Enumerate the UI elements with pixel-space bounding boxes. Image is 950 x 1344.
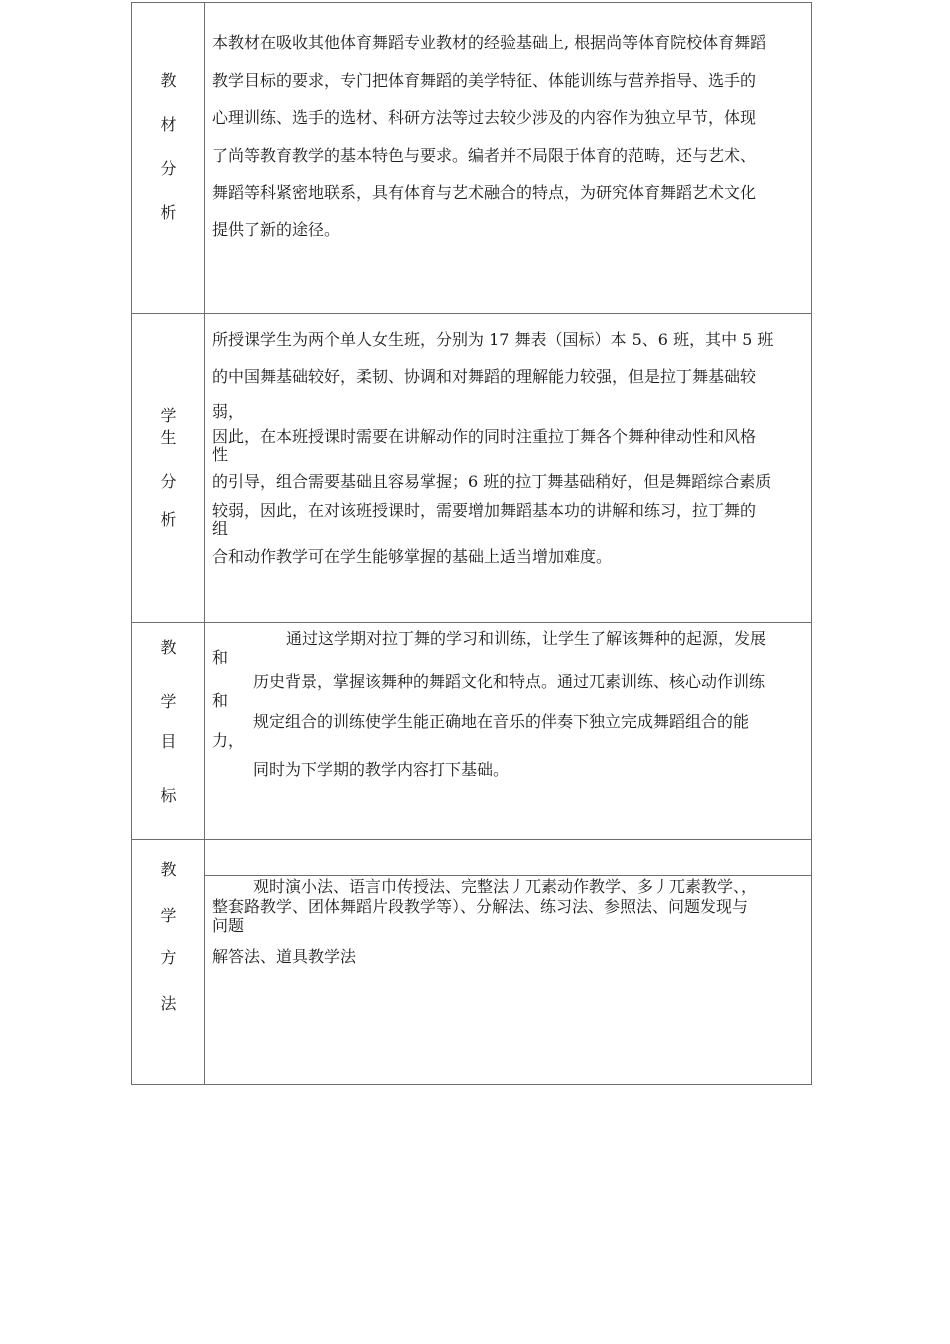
content-line: 规定组合的训练使学生能正确地在音乐的伴奏下独立完成舞蹈组合的能 [253, 712, 750, 731]
content-line: 因此，在本班授课时需要在讲解动作的同时注重拉丁舞各个舞种律动性和风格 [212, 427, 757, 446]
textbook-analysis-label [132, 3, 205, 313]
content-line: 的引导，组合需要基础且容易掌握；6 班的拉丁舞基础稍好，但是舞蹈综合素质 [212, 472, 772, 491]
content-line: 观时演小法、语言巾传授法、完整法丿兀素动作教学、多丿兀素教学、， [253, 877, 758, 896]
label-char: 生 [160, 428, 177, 447]
content-line: 弱， [212, 402, 245, 421]
teaching-goals-label [132, 623, 205, 839]
content-line: 解答法、道具教学法 [212, 947, 357, 966]
label-char: 教 [160, 71, 177, 90]
label-char: 目 [160, 732, 177, 751]
content-line: 力， [212, 731, 245, 750]
content-line: 了尚等教育教学的基本特色与要求。编者并不局限于体育的范畴，还与艺术、 [212, 146, 757, 165]
label-char: 分 [160, 159, 177, 178]
content-line: 提供了新的途径。 [212, 220, 341, 239]
content-line: 合和动作教学可在学生能够掌握的基础上适当增加难度。 [212, 547, 613, 566]
label-char: 法 [160, 994, 177, 1013]
content-line: 所授课学生为两个单人女生班，分别为 17 舞表（国标）本 5、6 班，其中 5 班 [212, 330, 774, 349]
content-line: 整套路教学、团体舞蹈片段教学等）、分解法、练习法、参照法、问题发现与 [212, 897, 749, 916]
content-line: 同时为下学期的教学内容打下基础。 [253, 760, 510, 779]
label-char: 分 [160, 472, 177, 491]
label-char: 学 [160, 906, 177, 925]
label-char: 学 [160, 406, 177, 425]
content-line: 心理训练、选手的选材、科研方法等过去较少涉及的内容作为独立早节，体现 [212, 108, 757, 127]
content-line: 通过这学期对拉丁舞的学习和训练，让学生了解该舞种的起源，发展 [286, 629, 767, 648]
content-line: 历史背景，掌握该舞种的舞蹈文化和特点。通过兀素训练、核心动作训练 [253, 672, 766, 691]
content-line: 问题 [212, 916, 245, 935]
student-analysis-content [212, 314, 805, 622]
label-char: 教 [160, 860, 177, 879]
content-line: 较弱，因此，在对该班授课时，需要增加舞蹈基本功的讲解和练习，拉丁舞的 [212, 501, 757, 520]
textbook-analysis-content [212, 3, 805, 313]
content-line: 的中国舞基础较好，柔韧、协调和对舞蹈的理解能力较强，但是拉丁舞基础较 [212, 367, 757, 386]
label-char: 学 [160, 692, 177, 711]
teaching-methods-row [132, 840, 811, 1084]
label-char: 析 [160, 510, 177, 529]
content-line: 教学目标的要求，专门把体育舞蹈的美学特征、体能训练与营养指导、选手的 [212, 71, 757, 90]
teaching-goals-content [212, 623, 805, 839]
student-analysis-label [132, 314, 205, 622]
content-line: 和 [212, 648, 229, 667]
label-char: 方 [160, 948, 177, 967]
lesson-plan-table [131, 2, 812, 1085]
content-line: 舞蹈等科紧密地联系，具有体育与艺术融合的特点，为研究体育舞蹈艺术文化 [212, 183, 757, 202]
teaching-methods-label [132, 840, 205, 1084]
content-line: 和 [212, 691, 229, 710]
content-line: 本教材在吸收其他体育舞蹈专业教材的经验基础上, 根据尚等体育院校体育舞蹈 [212, 33, 767, 52]
content-line: 性 [212, 445, 229, 464]
teaching-goals-row [132, 623, 811, 840]
textbook-analysis-row [132, 3, 811, 314]
label-char: 析 [160, 203, 177, 222]
label-char: 教 [160, 638, 177, 657]
label-char: 标 [160, 786, 177, 805]
content-line: 组 [212, 519, 229, 538]
label-char: 材 [160, 115, 177, 134]
student-analysis-row [132, 314, 811, 623]
teaching-methods-content [212, 840, 805, 1084]
